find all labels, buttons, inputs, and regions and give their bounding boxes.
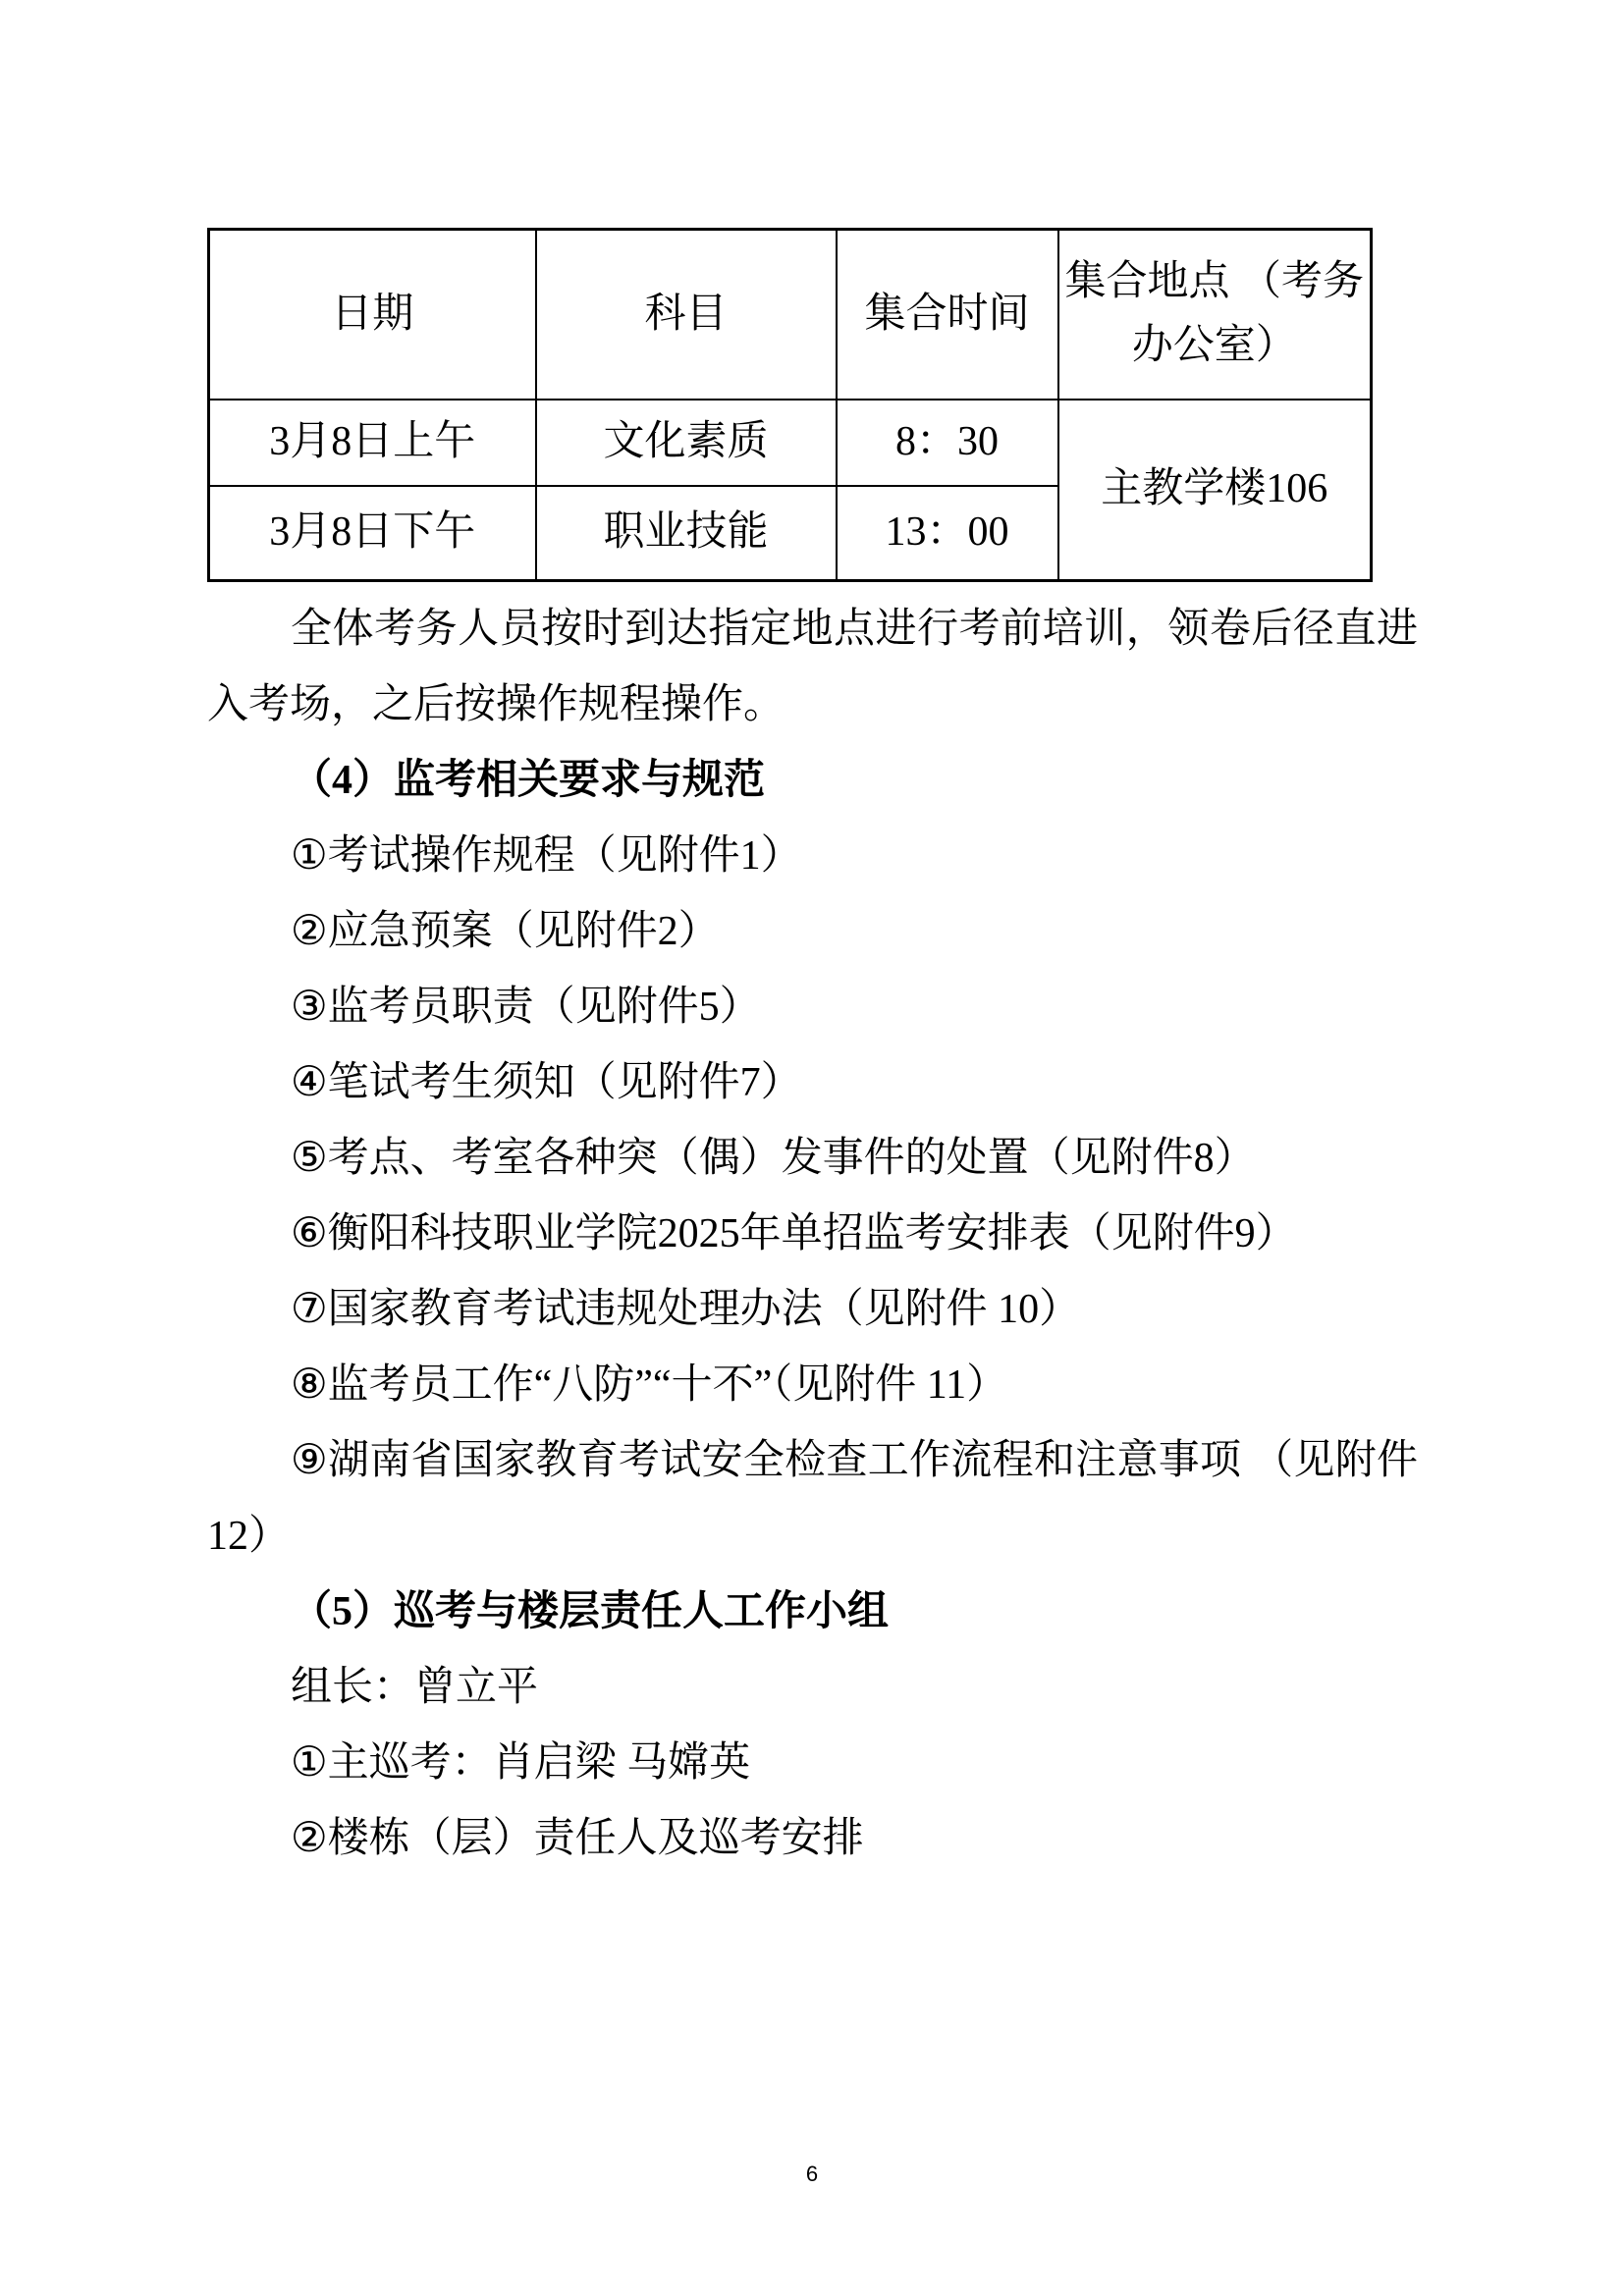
cell-date: 3月8日下午 [209,486,536,581]
section5-heading: （5）巡考与楼层责任人工作小组 [291,1589,890,1634]
section4-item-3: ③监考员职责（见附件5） [291,985,761,1030]
cell-time: 13：00 [837,486,1058,581]
cell-subject: 文化素质 [536,400,837,486]
section5-item-2: ②楼栋（层）责任人及巡考安排 [291,1816,864,1861]
section4-item-9-line-2: 12） [207,1514,291,1559]
header-cell-time: 集合时间 [837,230,1058,400]
cell-location-merged: 主教学楼106 [1058,400,1372,581]
section4-item-1: ①考试操作规程（见附件1） [291,833,802,879]
section5-leader-line: 组长：曾立平 [291,1665,539,1710]
cell-date: 3月8日上午 [209,400,536,486]
cell-subject: 职业技能 [536,486,837,581]
section4-item-7: ⑦国家教育考试违规处理办法（见附件 10） [291,1287,1081,1332]
body-text [207,592,1418,1877]
table-header-row [209,230,1372,400]
header-cell-date: 日期 [209,230,536,400]
header-cell-subject: 科目 [536,230,837,400]
section4-item-9-line-1: ⑨湖南省国家教育考试安全检查工作流程和注意事项 （见附件 [291,1438,1418,1483]
section4-item-5: ⑤考点、考室各种突（偶）发事件的处置（见附件8） [291,1136,1256,1181]
section4-heading: （4）监考相关要求与规范 [291,758,766,803]
schedule-table [207,228,1373,582]
cell-time: 8：30 [837,400,1058,486]
section5-item-1: ①主巡考：肖启梁 马嫦英 [291,1740,751,1786]
paragraph-line-1: 全体考务人员按时到达指定地点进行考前培训，领卷后径直进 [291,607,1418,652]
header-cell-location: 集合地点 （考务办公室） [1058,230,1372,400]
section4-item-6: ⑥衡阳科技职业学院2025年单招监考安排表（见附件9） [291,1211,1297,1256]
paragraph-line-2: 入考场，之后按操作规程操作。 [207,682,785,727]
section4-item-4: ④笔试考生须知（见附件7） [291,1060,802,1105]
section4-item-2: ②应急预案（见附件2） [291,909,720,954]
table-row [209,400,1372,486]
page-number: 6 [805,2162,819,2186]
section4-item-8: ⑧监考员工作“八防”“十不”（见附件 11） [291,1362,1008,1408]
